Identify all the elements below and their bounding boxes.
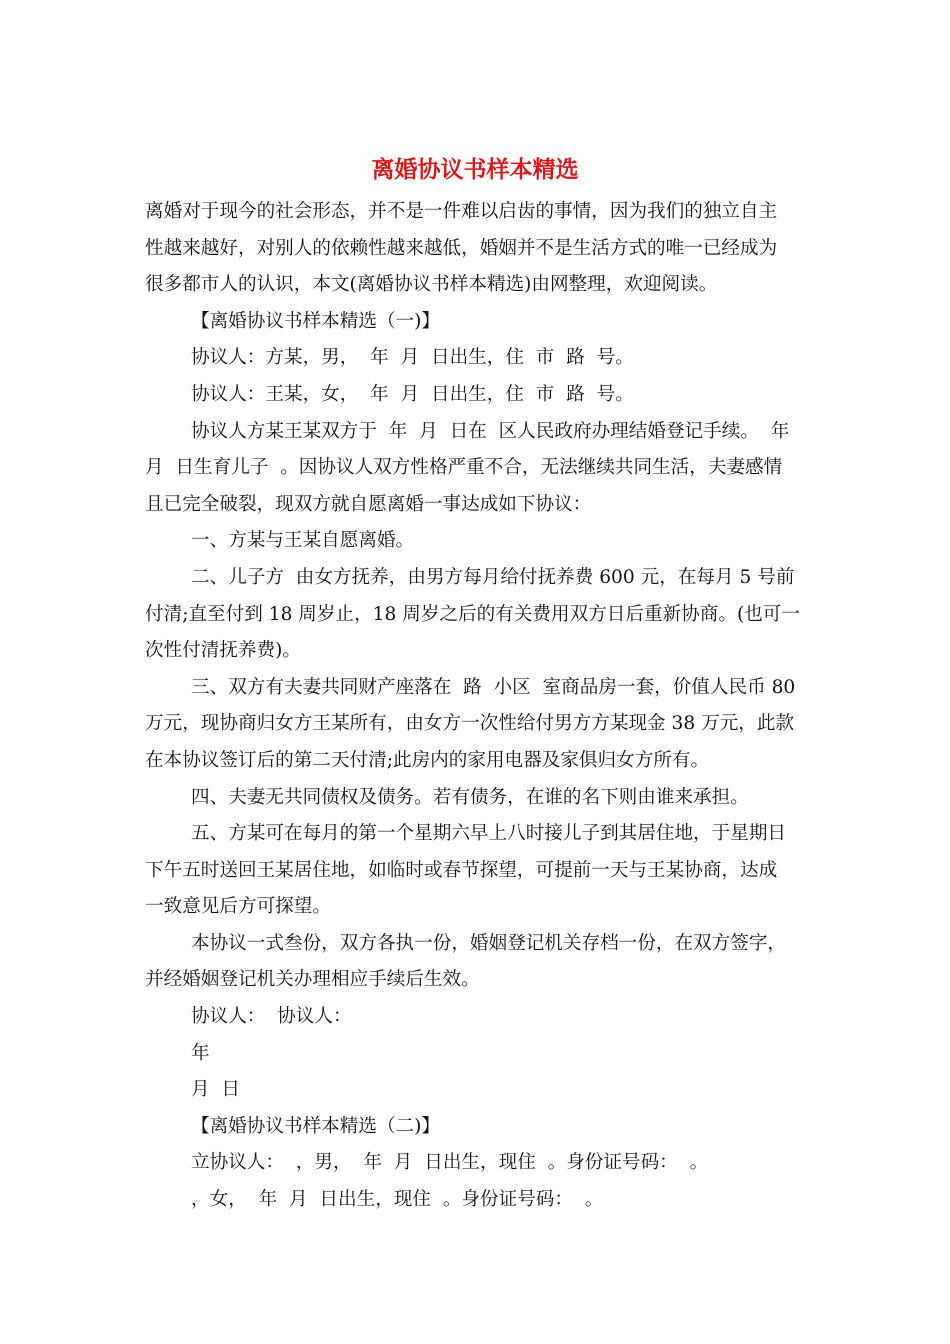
text-line: 协议人：方某，男， 年 月 日出生，住 市 路 号。 — [191, 347, 634, 369]
text-line: 离婚对于现今的社会形态，并不是一件难以启齿的事情，因为我们的独立自主 — [145, 201, 778, 222]
text-line: 立协议人： ，男， 年 月 日出生，现住 。身份证号码： 。 — [191, 1152, 709, 1174]
text-line: 很多都市人的认识，本文(离婚协议书样本精选)由网整理，欢迎阅读。 — [145, 274, 718, 296]
text-line: 【离婚协议书样本精选（一)】 — [191, 310, 440, 332]
text-line: 协议人： 协议人： — [191, 1006, 352, 1028]
text-line: 次性付清抚养费)。 — [145, 640, 302, 662]
text-line: 付清;直至付到 18 周岁止，18 周岁之后的有关费用双方日后重新协商。(也可一 — [145, 603, 800, 625]
text-line: 三、双方有夫妻共同财产座落在 路 小区 室商品房一套，价值人民币 80 — [191, 676, 796, 698]
document-body — [145, 194, 805, 1219]
text-line: 月 日 — [191, 1079, 241, 1101]
text-line: 【离婚协议书样本精选（二)】 — [191, 1115, 440, 1137]
text-line: 协议人：王某，女， 年 月 日出生，住 市 路 号。 — [191, 383, 634, 405]
text-line: 年 — [191, 1042, 210, 1064]
text-line: 一致意见后方可探望。 — [145, 896, 331, 918]
document-title: 离婚协议书样本精选 — [371, 156, 579, 183]
text-line: 五、方某可在每月的第一个星期六早上八时接儿子到其居住地，于星期日 — [191, 823, 787, 845]
text-line: 并经婚姻登记机关办理相应手续后生效。 — [145, 969, 480, 991]
text-line: 本协议一式叁份，双方各执一份，婚姻登记机关存档一份，在双方签字， — [191, 932, 787, 954]
text-line: 在本协议签订后的第二天付清;此房内的家用电器及家俱归女方所有。 — [145, 749, 710, 771]
text-line: 四、夫妻无共同债权及债务。若有债务，在谁的名下则由谁来承担。 — [191, 786, 749, 808]
text-line: 协议人方某王某双方于 年 月 日在 区人民政府办理结婚登记手续。 年 — [191, 420, 790, 442]
text-line: 且已完全破裂，现双方就自愿离婚一事达成如下协议： — [145, 493, 592, 515]
text-line: 月 日生育儿子 。因协议人双方性格严重不合，无法继续共同生活，夫妻感情 — [145, 457, 783, 479]
text-line: 二、儿子方 由女方抚养，由男方每月给付抚养费 600 元，在每月 5 号前 — [191, 566, 795, 588]
text-line: 性越来越好，对别人的依赖性越来越低，婚姻并不是生活方式的唯一已经成为 — [145, 237, 778, 259]
text-line: 一、方某与王某自愿离婚。 — [191, 530, 415, 552]
text-line: 万元，现协商归女方王某所有，由女方一次性给付男方方某现金 38 万元，此款 — [145, 713, 795, 735]
text-line: 下午五时送回王某居住地，如临时或春节探望，可提前一天与王某协商，达成 — [145, 859, 778, 881]
text-line: ，女， 年 月 日出生，现住 。身份证号码： 。 — [191, 1189, 604, 1211]
